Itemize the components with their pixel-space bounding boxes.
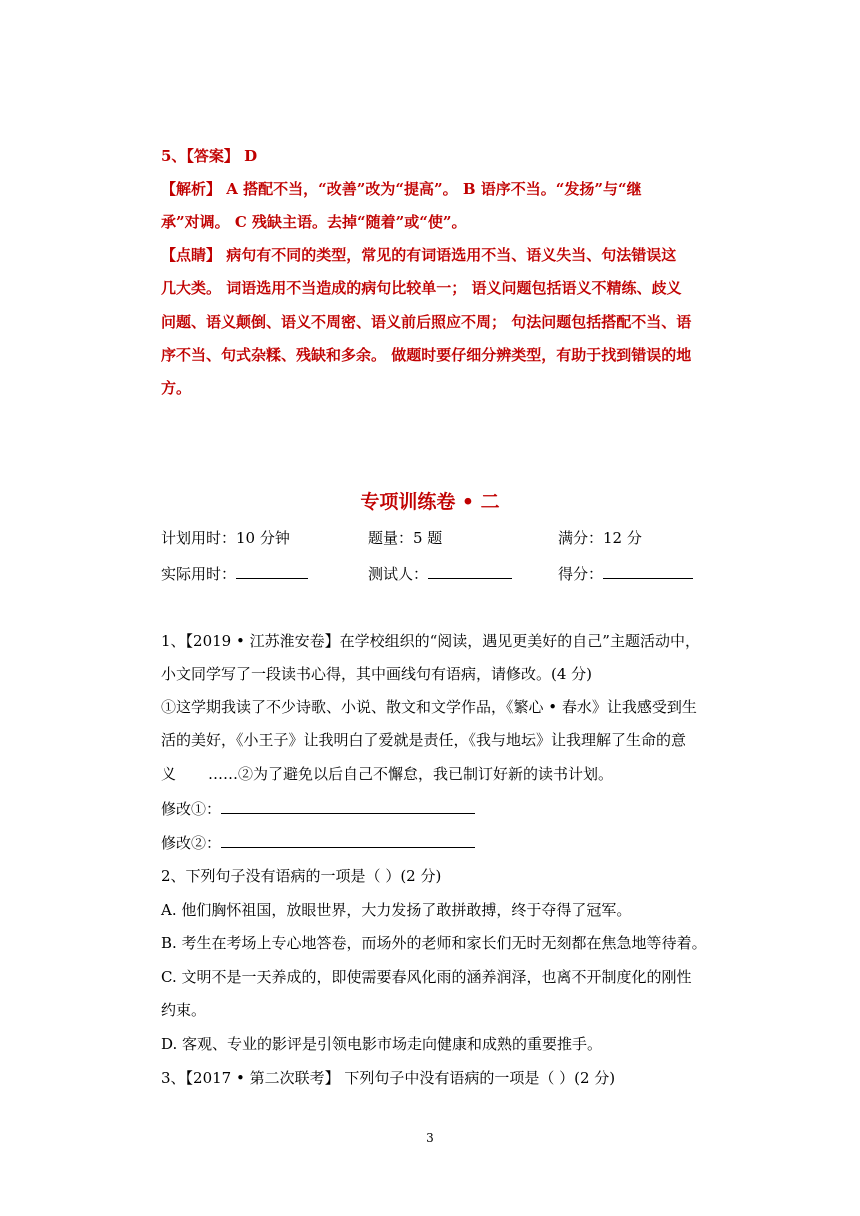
analysis-line-2: 承”对调。 C 残缺主语。去掉“随着”或“使”。 — [161, 213, 467, 231]
fix-1-field — [161, 798, 475, 819]
score-label: 得分： — [558, 565, 604, 583]
fix-2-field — [161, 832, 475, 853]
analysis-line-1: 【解析】 A 搭配不当，“改善”改为“提高”。 B 语序不当。“发扬”与“继 — [161, 180, 642, 198]
q1-line-5-end: ……②为了避免以后自己不懈怠，我已制订好新的读书计划。 — [208, 765, 614, 783]
score-blank — [603, 563, 693, 579]
q2-option-c-line-2: 约束。 — [161, 1001, 207, 1019]
q2-option-b: B. 考生在考场上专心地答卷，而场外的老师和家长们无时无刻都在焦急地等待着。 — [161, 934, 707, 952]
fix-2-label: 修改②： — [161, 834, 222, 852]
full-score: 满分：12 分 — [558, 529, 642, 547]
score-field — [558, 563, 693, 584]
tester-label: 测试人： — [368, 565, 429, 583]
q2-option-c-line-1: C. 文明不是一天养成的，即使需要春风化雨的涵养润泽，也离不开制度化的刚性 — [161, 968, 692, 986]
actual-time-label: 实际用时： — [161, 565, 237, 583]
q1-line-5-start: 义 — [161, 765, 177, 783]
tester-field — [368, 563, 512, 584]
plan-time: 计划用时：10 分钟 — [161, 529, 290, 547]
actual-time-field — [161, 563, 308, 584]
q2-option-a: A. 他们胸怀祖国，放眼世界，大力发扬了敢拼敢搏，终于夺得了冠军。 — [161, 901, 632, 919]
fix-1-blank — [221, 798, 475, 814]
q2-option-d: D. 客观、专业的影评是引领电影市场走向健康和成熟的重要推手。 — [161, 1035, 603, 1053]
section-title: 专项训练卷 • 二 — [360, 491, 500, 513]
q2-stem: 2、下列句子没有语病的一项是（ ）(2 分) — [161, 867, 442, 885]
q3-stem: 3、【2017 • 第二次联考】 下列句子中没有语病的一项是（ ）(2 分) — [161, 1069, 616, 1087]
actual-time-blank — [236, 563, 308, 579]
question-count: 题量：5 题 — [368, 529, 443, 547]
q1-line-2: 小文同学写了一段读书心得，其中画线句有语病，请修改。(4 分) — [161, 665, 593, 683]
page-number: 3 — [426, 1131, 434, 1145]
tip-line-3: 问题、语义颠倒、语义不周密、语义前后照应不周； 句法问题包括搭配不当、语 — [161, 313, 692, 331]
tip-line-5: 方。 — [161, 379, 192, 397]
q1-line-1: 1、【2019 • 江苏淮安卷】在学校组织的“阅读，遇见更美好的自己”主题活动中， — [161, 632, 700, 650]
fix-1-label: 修改①： — [161, 800, 222, 818]
tip-line-2: 几大类。 词语选用不当造成的病句比较单一； 语义问题包括语义不精练、歧义 — [161, 279, 682, 297]
q1-line-3: ①这学期我读了不少诗歌、小说、散文和文学作品，《繁心 • 春水》让我感受到生 — [161, 698, 697, 716]
fix-2-blank — [221, 832, 475, 848]
q1-line-4: 活的美好，《小王子》让我明白了爱就是责任，《我与地坛》让我理解了生命的意 — [161, 731, 687, 749]
tip-line-1: 【点睛】 病句有不同的类型，常见的有词语选用不当、语义失当、句法错误这 — [161, 246, 677, 264]
tip-line-4: 序不当、句式杂糅、残缺和多余。 做题时要仔细分辨类型，有助于找到错误的地 — [161, 346, 692, 364]
tester-blank — [428, 563, 512, 579]
answer-line: 5、【答案】 D — [161, 147, 258, 165]
